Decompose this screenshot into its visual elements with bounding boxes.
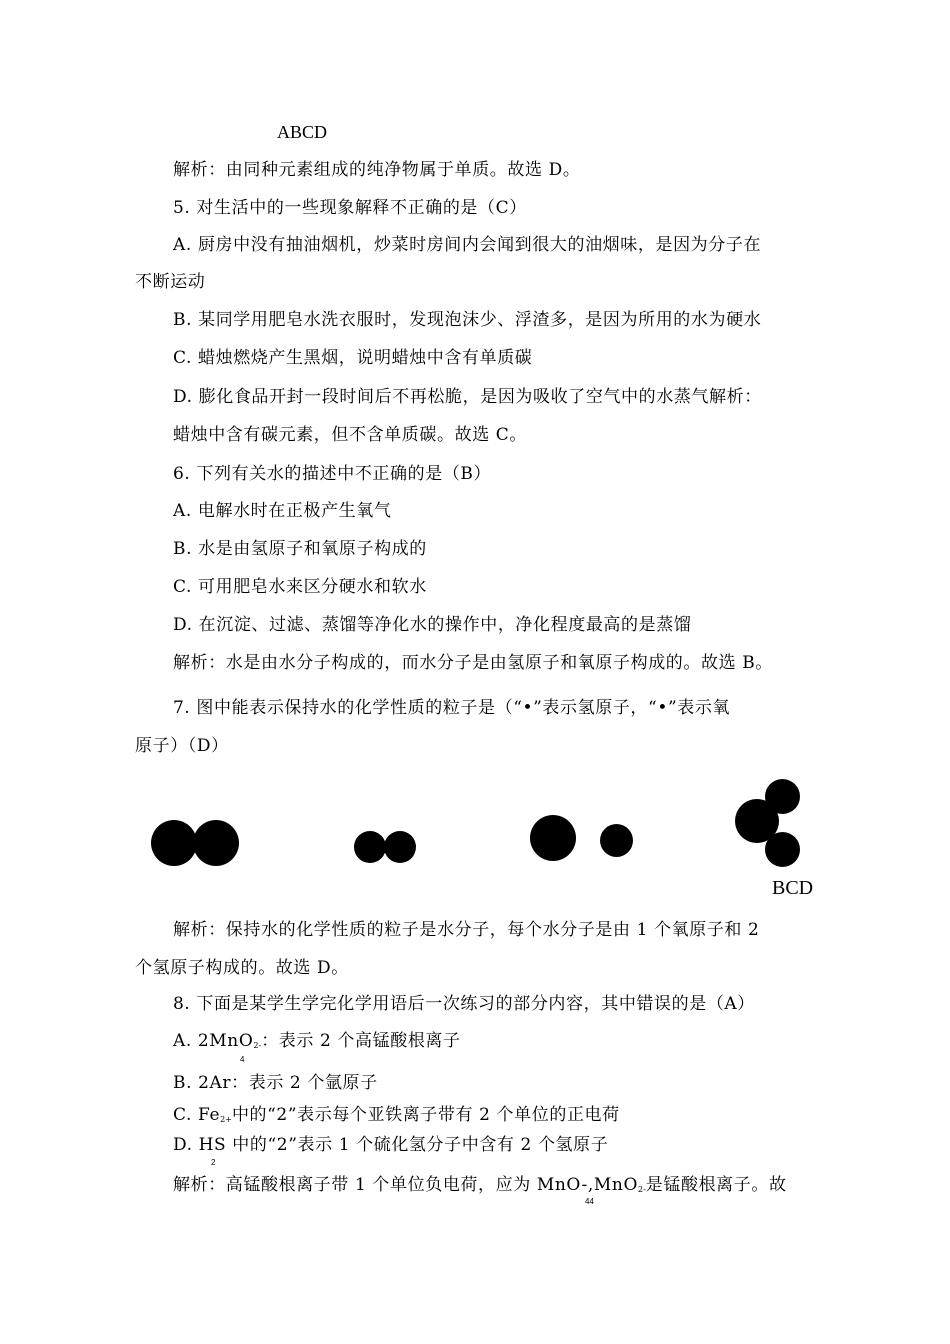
option-d-subscript: 2 (211, 1158, 216, 1167)
question-8-option-c (173, 1104, 620, 1129)
question-6-option-c: C. 可用肥皂水来区分硬水和软水 (173, 577, 427, 597)
option-a-charge: 2- (253, 1041, 262, 1050)
option-a-atom-2 (193, 820, 239, 866)
answer-explanation-7: 解析：保持水的化学性质的粒子是水分子，每个水分子是由 1 个氧原子和 2 (173, 920, 760, 940)
option-c-atom-1 (530, 815, 576, 861)
figure-label-bcd: BCD (772, 877, 814, 899)
question-8: 8. 下面是某学生学完化学用语后一次练习的部分内容，其中错误的是（A） (173, 994, 755, 1014)
question-8-option-d: D. HS 中的“2”表示 1 个硫化氢分子中含有 2 个氢原子 (173, 1135, 609, 1155)
question-8-option-b: B. 2Ar：表示 2 个氩原子 (173, 1073, 378, 1093)
question-5-option-b: B. 某同学用肥皂水洗衣服时，发现泡沫少、浮渣多，是因为所用的水为硬水 (173, 310, 762, 330)
option-c-text: 中的“2”表示每个亚铁离子带有 2 个单位的正电荷 (231, 1105, 620, 1125)
question-6-option-b: B. 水是由氢原子和氧原子构成的 (173, 539, 427, 559)
question-5-option-a-continued: 不断运动 (135, 272, 206, 292)
question-6-option-a: A. 电解水时在正极产生氧气 (173, 501, 392, 521)
answer-8-subscript: 44 (585, 1197, 594, 1206)
answer-explanation-5: 蜡烛中含有碳元素，但不含单质碳。故选 C。 (173, 425, 528, 445)
option-d-hydrogen-atom-1 (765, 779, 800, 814)
option-b-atom-2 (384, 831, 416, 863)
question-6: 6. 下列有关水的描述中不正确的是（B） (173, 464, 492, 484)
option-a-atom-1 (151, 820, 197, 866)
answer-explanation-4: 解析：由同种元素组成的纯净物属于单质。故选 D。 (173, 160, 581, 180)
question-7: 7. 图中能表示保持水的化学性质的粒子是（“•”表示氢原子，“•”表示氧 (173, 698, 731, 718)
answer-8-charge: 2- (637, 1185, 646, 1194)
answer-explanation-6: 解析：水是由水分子构成的，而水分子是由氢原子和氧原子构成的。故选 B。 (173, 653, 773, 673)
question-5-option-a: A. 厨房中没有抽油烟机，炒菜时房间内会闻到很大的油烟味，是因为分子在 (173, 235, 762, 255)
option-a-text: ：表示 2 个高锰酸根离子 (261, 1031, 461, 1051)
option-a-subscript: 4 (240, 1055, 245, 1064)
option-c-charge: 2+ (220, 1115, 232, 1124)
question-8-option-a (173, 1030, 461, 1055)
option-d-hydrogen-atom-2 (765, 832, 800, 867)
question-5-option-c: C. 蜡烛燃烧产生黑烟，说明蜡烛中含有单质碳 (173, 348, 533, 368)
option-c-atom-2 (600, 824, 633, 857)
question-7-continued: 原子）（D） (135, 736, 229, 756)
answer-explanation-7-continued: 个氢原子构成的。故选 D。 (135, 958, 349, 978)
question-5-option-d: D. 膨化食品开封一段时间后不再松脆，是因为吸收了空气中的水蒸气解析： (173, 387, 762, 407)
answer-explanation-8 (173, 1174, 787, 1199)
option-b-atom-1 (354, 831, 386, 863)
options-label-abcd: ABCD (277, 122, 328, 142)
question-6-option-d: D. 在沉淀、过滤、蒸馏等净化水的操作中，净化程度最高的是蒸馏 (173, 615, 692, 635)
question-5: 5. 对生活中的一些现象解释不正确的是（C） (173, 198, 527, 218)
option-a-formula: A. 2MnO (173, 1031, 254, 1051)
answer-8-text-end: 是锰酸根离子。故 (645, 1175, 787, 1195)
option-c-formula: C. Fe (173, 1105, 221, 1125)
answer-8-text: 解析：高锰酸根离子带 1 个单位负电荷，应为 MnO-,MnO (173, 1175, 638, 1195)
